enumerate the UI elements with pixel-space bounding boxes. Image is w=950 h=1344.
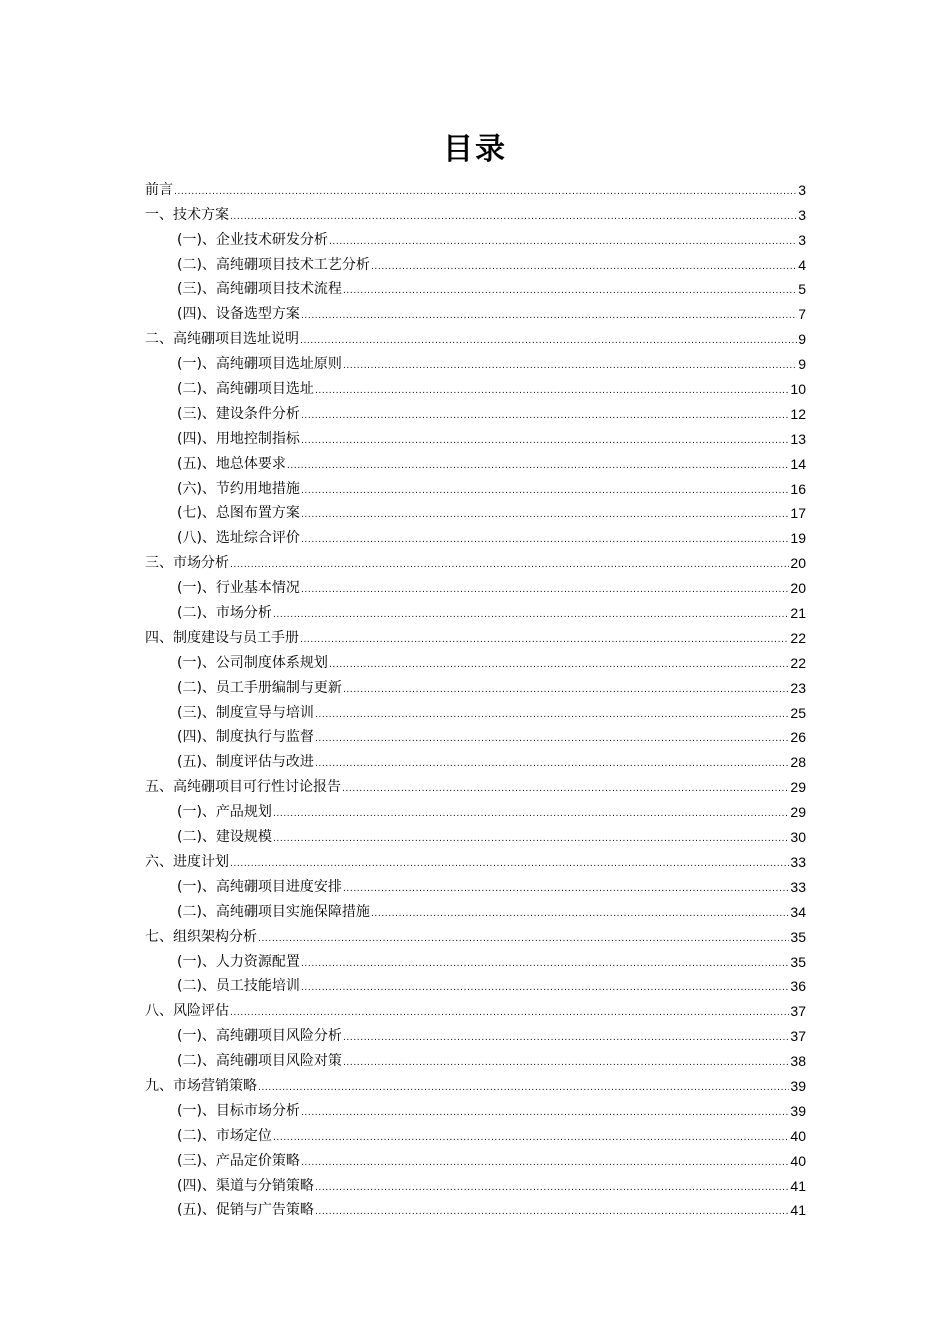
toc-page-number: 5 xyxy=(798,281,806,298)
toc-page-number: 20 xyxy=(790,555,806,572)
toc-page-number: 3 xyxy=(798,231,806,248)
toc-dot-leader xyxy=(273,1131,789,1145)
toc-section-entry[interactable] xyxy=(145,1145,806,1170)
toc-dot-leader xyxy=(301,1106,789,1120)
toc-dot-leader xyxy=(301,508,789,522)
toc-page-number: 19 xyxy=(790,530,806,547)
toc-page-number: 17 xyxy=(790,505,806,522)
toc-entry-label: 九、市场营销策略 xyxy=(145,1077,257,1094)
toc-entry-label: (二)、市场定位 xyxy=(177,1127,272,1144)
toc-entry-label: (二)、建设规模 xyxy=(177,829,272,846)
toc-chapter-entry[interactable] xyxy=(145,921,806,946)
toc-chapter-entry[interactable] xyxy=(145,174,806,199)
toc-dot-leader xyxy=(287,459,789,473)
toc-section-entry[interactable] xyxy=(145,796,806,821)
toc-dot-leader xyxy=(230,558,789,572)
toc-entry-label: (一)、企业技术研发分析 xyxy=(177,231,328,248)
toc-section-entry[interactable] xyxy=(145,1195,806,1220)
toc-entry-label: (二)、高纯硼项目风险对策 xyxy=(177,1053,342,1070)
toc-entry-label: 前言 xyxy=(145,181,173,198)
toc-page-number: 22 xyxy=(790,654,806,671)
toc-entry-label: (四)、设备选型方案 xyxy=(177,306,300,323)
toc-section-entry[interactable] xyxy=(145,1020,806,1045)
toc-entry-label: (三)、高纯硼项目技术流程 xyxy=(177,281,342,298)
toc-dot-leader xyxy=(329,658,789,672)
toc-entry-label: (一)、人力资源配置 xyxy=(177,953,300,970)
toc-page-number: 39 xyxy=(790,1102,806,1119)
toc-dot-leader xyxy=(342,782,789,796)
toc-entry-label: (一)、公司制度体系规划 xyxy=(177,654,328,671)
toc-entry-label: 一、技术方案 xyxy=(145,206,229,223)
toc-page-number: 16 xyxy=(790,480,806,497)
toc-entry-label: 五、高纯硼项目可行性讨论报告 xyxy=(145,779,341,796)
toc-entry-label: (七)、总图布置方案 xyxy=(177,505,300,522)
toc-section-entry[interactable] xyxy=(145,348,806,373)
toc-dot-leader xyxy=(273,832,789,846)
toc-chapter-entry[interactable] xyxy=(145,622,806,647)
toc-chapter-entry[interactable] xyxy=(145,1070,806,1095)
toc-section-entry[interactable] xyxy=(145,746,806,771)
toc-dot-leader xyxy=(315,732,789,746)
table-of-contents xyxy=(145,174,806,1219)
toc-dot-leader xyxy=(301,957,789,971)
toc-page-number: 38 xyxy=(790,1053,806,1070)
toc-entry-label: (五)、地总体要求 xyxy=(177,455,286,472)
toc-page-number: 9 xyxy=(798,331,806,348)
toc-dot-leader xyxy=(230,1006,789,1020)
toc-page-number: 21 xyxy=(790,605,806,622)
toc-dot-leader xyxy=(230,210,797,224)
toc-dot-leader xyxy=(315,757,789,771)
toc-page-number: 37 xyxy=(790,1028,806,1045)
toc-entry-label: 二、高纯硼项目选址说明 xyxy=(145,331,299,348)
toc-section-entry[interactable] xyxy=(145,274,806,299)
toc-dot-leader xyxy=(343,683,789,697)
toc-section-entry[interactable] xyxy=(145,473,806,498)
toc-entry-label: (一)、行业基本情况 xyxy=(177,580,300,597)
toc-dot-leader xyxy=(343,882,789,896)
toc-dot-leader xyxy=(273,807,789,821)
toc-section-entry[interactable] xyxy=(145,672,806,697)
toc-section-entry[interactable] xyxy=(145,398,806,423)
toc-section-entry[interactable] xyxy=(145,1170,806,1195)
toc-page-number: 36 xyxy=(790,978,806,995)
toc-entry-label: (一)、目标市场分析 xyxy=(177,1102,300,1119)
toc-dot-leader xyxy=(258,932,789,946)
toc-section-entry[interactable] xyxy=(145,821,806,846)
toc-dot-leader xyxy=(301,1156,789,1170)
toc-entry-label: (二)、市场分析 xyxy=(177,605,272,622)
toc-page-number: 40 xyxy=(790,1127,806,1144)
toc-dot-leader xyxy=(301,484,789,498)
toc-page-number: 39 xyxy=(790,1077,806,1094)
toc-entry-label: (三)、产品定价策略 xyxy=(177,1152,300,1169)
toc-page-number: 4 xyxy=(798,256,806,273)
toc-dot-leader xyxy=(301,981,789,995)
toc-section-entry[interactable] xyxy=(145,697,806,722)
toc-entry-label: 七、组织架构分析 xyxy=(145,928,257,945)
toc-entry-label: 四、制度建设与员工手册 xyxy=(145,629,299,646)
toc-page-number: 30 xyxy=(790,829,806,846)
toc-page-number: 20 xyxy=(790,580,806,597)
toc-section-entry[interactable] xyxy=(145,572,806,597)
toc-section-entry[interactable] xyxy=(145,1045,806,1070)
toc-entry-label: (三)、建设条件分析 xyxy=(177,405,300,422)
toc-page-number: 29 xyxy=(790,804,806,821)
toc-chapter-entry[interactable] xyxy=(145,771,806,796)
toc-dot-leader xyxy=(301,583,789,597)
toc-page-number: 22 xyxy=(790,629,806,646)
toc-section-entry[interactable] xyxy=(145,373,806,398)
toc-section-entry[interactable] xyxy=(145,1120,806,1145)
toc-page-number: 7 xyxy=(798,306,806,323)
toc-dot-leader xyxy=(300,334,797,348)
toc-page-number: 9 xyxy=(798,356,806,373)
toc-entry-label: (二)、员工技能培训 xyxy=(177,978,300,995)
toc-dot-leader xyxy=(371,907,789,921)
toc-entry-label: (六)、节约用地措施 xyxy=(177,480,300,497)
toc-dot-leader xyxy=(315,1205,789,1219)
toc-entry-label: 八、风险评估 xyxy=(145,1003,229,1020)
toc-section-entry[interactable] xyxy=(145,647,806,672)
toc-dot-leader xyxy=(343,1031,789,1045)
toc-entry-label: (二)、高纯硼项目技术工艺分析 xyxy=(177,256,370,273)
toc-page-number: 34 xyxy=(790,903,806,920)
toc-section-entry[interactable] xyxy=(145,498,806,523)
toc-dot-leader xyxy=(174,185,797,199)
toc-page-number: 37 xyxy=(790,1003,806,1020)
toc-page-number: 25 xyxy=(790,704,806,721)
toc-page-number: 12 xyxy=(790,405,806,422)
toc-dot-leader xyxy=(343,1056,789,1070)
toc-entry-label: 三、市场分析 xyxy=(145,555,229,572)
toc-chapter-entry[interactable] xyxy=(145,846,806,871)
toc-dot-leader xyxy=(301,409,789,423)
toc-page-number: 33 xyxy=(790,853,806,870)
toc-chapter-entry[interactable] xyxy=(145,547,806,572)
toc-dot-leader xyxy=(343,284,797,298)
toc-dot-leader xyxy=(343,359,797,373)
toc-entry-label: (五)、制度评估与改进 xyxy=(177,754,314,771)
toc-page-number: 40 xyxy=(790,1152,806,1169)
toc-dot-leader xyxy=(301,434,789,448)
toc-section-entry[interactable] xyxy=(145,946,806,971)
toc-chapter-entry[interactable] xyxy=(145,323,806,348)
toc-entry-label: (二)、高纯硼项目选址 xyxy=(177,381,314,398)
toc-section-entry[interactable] xyxy=(145,896,806,921)
toc-section-entry[interactable] xyxy=(145,1095,806,1120)
toc-section-entry[interactable] xyxy=(145,722,806,747)
toc-chapter-entry[interactable] xyxy=(145,995,806,1020)
toc-section-entry[interactable] xyxy=(145,249,806,274)
toc-entry-label: (三)、制度宣导与培训 xyxy=(177,704,314,721)
toc-dot-leader xyxy=(301,533,789,547)
toc-dot-leader xyxy=(315,384,789,398)
toc-entry-label: (二)、高纯硼项目实施保障措施 xyxy=(177,903,370,920)
toc-section-entry[interactable] xyxy=(145,871,806,896)
toc-page-number: 28 xyxy=(790,754,806,771)
toc-entry-label: (四)、制度执行与监督 xyxy=(177,729,314,746)
toc-section-entry[interactable] xyxy=(145,298,806,323)
toc-entry-label: (一)、产品规划 xyxy=(177,804,272,821)
toc-section-entry[interactable] xyxy=(145,597,806,622)
toc-page-number: 10 xyxy=(790,381,806,398)
toc-dot-leader xyxy=(230,857,789,871)
toc-entry-label: (八)、选址综合评价 xyxy=(177,530,300,547)
toc-page-number: 33 xyxy=(790,878,806,895)
toc-page-number: 35 xyxy=(790,953,806,970)
toc-section-entry[interactable] xyxy=(145,971,806,996)
toc-entry-label: (四)、渠道与分销策略 xyxy=(177,1177,314,1194)
toc-dot-leader xyxy=(329,235,797,249)
toc-page-number: 23 xyxy=(790,679,806,696)
toc-chapter-entry[interactable] xyxy=(145,199,806,224)
toc-entry-label: (一)、高纯硼项目进度安排 xyxy=(177,878,342,895)
toc-dot-leader xyxy=(315,1181,789,1195)
toc-section-entry[interactable] xyxy=(145,522,806,547)
toc-page-number: 29 xyxy=(790,779,806,796)
toc-entry-label: (五)、促销与广告策略 xyxy=(177,1202,314,1219)
toc-page-number: 41 xyxy=(790,1177,806,1194)
toc-section-entry[interactable] xyxy=(145,448,806,473)
toc-dot-leader xyxy=(301,309,797,323)
toc-entry-label: (一)、高纯硼项目风险分析 xyxy=(177,1028,342,1045)
toc-dot-leader xyxy=(300,633,789,647)
toc-section-entry[interactable] xyxy=(145,423,806,448)
toc-entry-label: (二)、员工手册编制与更新 xyxy=(177,679,342,696)
toc-page-number: 3 xyxy=(798,181,806,198)
toc-page-number: 3 xyxy=(798,206,806,223)
toc-page-number: 14 xyxy=(790,455,806,472)
toc-page-number: 13 xyxy=(790,430,806,447)
toc-dot-leader xyxy=(258,1081,789,1095)
toc-dot-leader xyxy=(315,708,789,722)
toc-dot-leader xyxy=(273,608,789,622)
toc-page-number: 26 xyxy=(790,729,806,746)
toc-entry-label: 六、进度计划 xyxy=(145,853,229,870)
toc-entry-label: (一)、高纯硼项目选址原则 xyxy=(177,356,342,373)
toc-entry-label: (四)、用地控制指标 xyxy=(177,430,300,447)
toc-section-entry[interactable] xyxy=(145,224,806,249)
toc-dot-leader xyxy=(371,260,797,274)
toc-page-number: 35 xyxy=(790,928,806,945)
toc-title: 目录 xyxy=(443,132,507,167)
toc-page-number: 41 xyxy=(790,1202,806,1219)
